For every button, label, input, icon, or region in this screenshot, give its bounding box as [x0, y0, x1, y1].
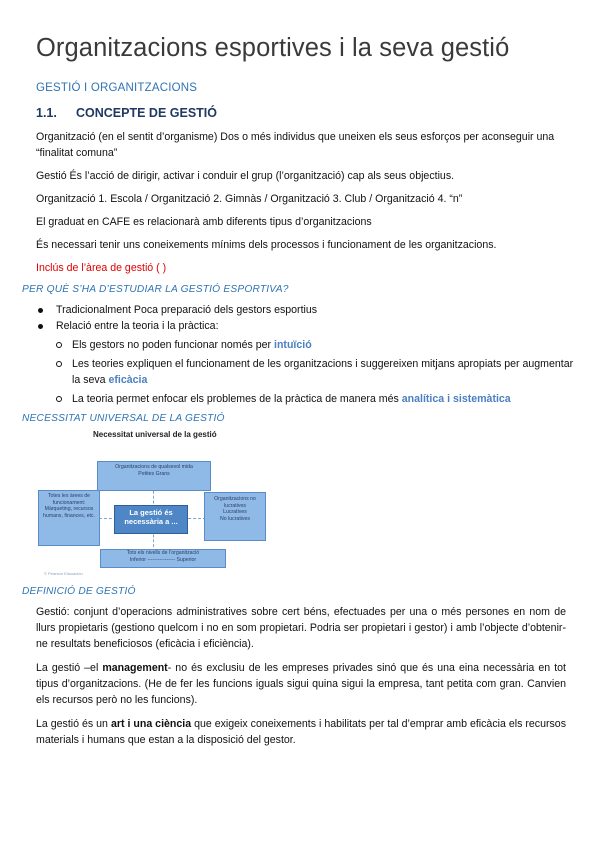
subsection-heading	[36, 106, 217, 120]
diagram-box-size: Organitzacions de qualsevol mida Petites Grans	[97, 461, 211, 491]
necessity-diagram	[38, 430, 270, 578]
section-heading: GESTIÓ I ORGANITZACIONS	[36, 82, 198, 94]
bullet-item: Relació entre la teoria i la pràctica:	[56, 320, 219, 332]
diagram-box-areas: Totes les àrees de funcionament: Màrqueting, recursos humans, finances, etc.	[38, 490, 100, 546]
paragraph-organitzacio: Organització (en el sentit d’organisme) Dos o més individus que uneixen els seus esforços per aconseguir una “finalitat comuna”	[36, 131, 555, 159]
diagram-box-levels: Tots els nivells de l’organització Inferior ---------------- Superior	[100, 549, 226, 568]
sub-bullet-ring	[56, 396, 62, 402]
sub-bullet-ring	[56, 361, 62, 367]
why-heading: PER QUÈ S’HA D’ESTUDIAR LA GESTIÓ ESPORTIVA?	[22, 284, 289, 295]
sub-bullet-item: La teoria permet enfocar els problemes de la pràctica de manera més analítica i sistemàtica	[72, 393, 511, 405]
subsection-number: 1.1.	[36, 106, 57, 120]
definition-paragraph-3: La gestió és un art i una ciència que exigeix coneixements i habilitats per tal d’emprar amb eficàcia els recursos materials i humans que estan a la disposició del gestor.	[36, 718, 566, 746]
paragraph-coneixements: És necessari tenir uns coneixements mínims dels processos i funcionament de les organitzacions.	[36, 239, 497, 251]
necessity-heading: NECESSITAT UNIVERSAL DE LA GESTIÓ	[22, 413, 225, 424]
paragraph-examples: Organització 1. Escola / Organització 2. Gimnàs / Organització 3. Club / Organització 4. “n”	[36, 193, 463, 205]
diagram-title: Necessitat universal de la gestió	[93, 430, 217, 439]
paragraph-cafe: El graduat en CAFE es relacionarà amb diferents tipus d’organitzacions	[36, 216, 372, 228]
sub-bullet-ring	[56, 342, 62, 348]
document-title: Organitzacions esportives i la seva gestió	[36, 34, 510, 62]
diagram-caption: © Pearson Educación	[44, 571, 83, 576]
management-term: management	[102, 662, 168, 674]
sub-bullet-item: Les teories expliquen el funcionament de les organitzacions i suggereixen mitjans apropiats per augmentar la seva eficàcia	[72, 358, 574, 386]
sub-bullet-list	[56, 337, 576, 407]
sub-bullet-item: Els gestors no poden funcionar només per intuïció	[72, 339, 312, 351]
definition-paragraph-1: Gestió: conjunt d’operacions administratives sobre cert béns, efectuades per una o més persones en nom de llurs propietaris (gestiono quelcom i no en som propietari. Podria ser propietari i gestor) i amb l’objecte d’obtenir-ne resultats beneficiosos (eficàcia i eficiència).	[36, 606, 566, 650]
paragraph-gestio: Gestió És l’acció de dirigir, activar i conduir el grup (l’organització) cap als seus objectius.	[36, 170, 455, 182]
bullet-list	[38, 302, 578, 334]
definition-heading: DEFINICIÓ DE GESTIÓ	[22, 586, 136, 597]
bullet-item: Tradicionalment Poca preparació dels gestors esportius	[56, 304, 318, 316]
red-note: Inclús de l’àrea de gestió ( )	[36, 262, 167, 274]
highlight-intuicio: intuïció	[274, 339, 312, 351]
diagram-box-center: La gestió és necessària a ...	[114, 505, 188, 534]
bullet-dot	[38, 324, 43, 329]
highlight-eficacia: eficàcia	[108, 374, 148, 386]
subsection-title: CONCEPTE DE GESTIÓ	[76, 106, 217, 120]
bullet-dot	[38, 308, 43, 313]
definition-paragraph-2: La gestió –el management- no és exclusiu de les empreses privades sinó que és una eina necessària en tot tipus d’organitzacions. (He de fer les funcions iguals sigui quina sigui la empresa, tant petita com gran. Canvien els recursos però no les funcions).	[36, 662, 566, 706]
art-ciencia-term: art i una ciència	[110, 718, 192, 730]
highlight-analitica: analítica i sistemàtica	[401, 393, 511, 405]
diagram-box-types: Organitzacions no lucratives Lucratives No lucratives	[204, 492, 266, 541]
